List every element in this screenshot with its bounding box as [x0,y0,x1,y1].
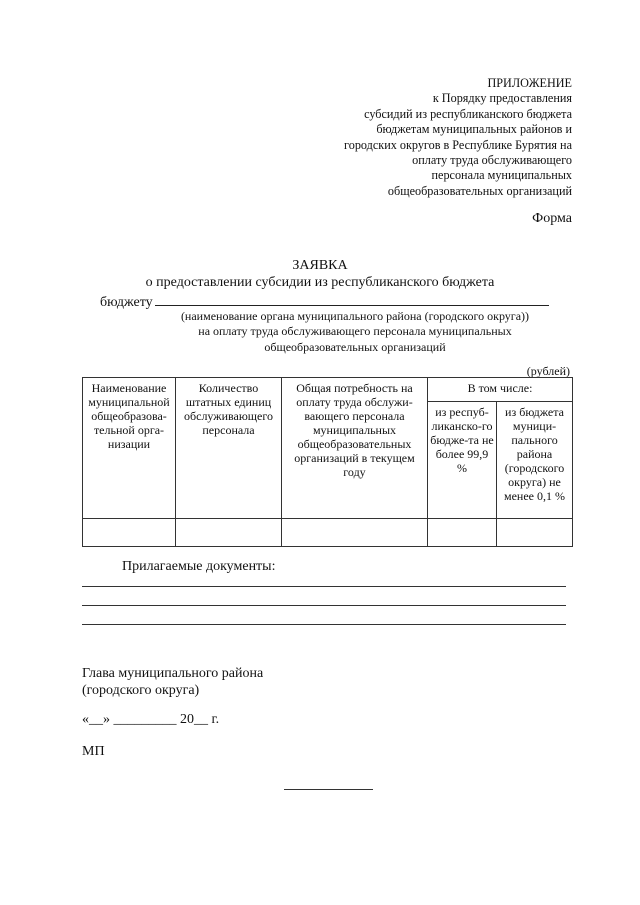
purpose-line: общеобразовательных организаций [264,340,446,354]
cell-republic-budget[interactable] [428,518,497,546]
head-title-sub: (городского округа) [82,683,200,698]
appendix-block [272,76,572,199]
purpose-line: на оплату труда обслуживающего персонала муниципальных [198,324,512,338]
header-staff-count: Количество штатных единиц обслуживающего персонала [176,378,282,519]
appendix-line: ПРИЛОЖЕНИЕ [487,76,572,90]
date-line: «__» _________ 20__ г. [82,712,220,727]
signature-line[interactable] [284,789,373,790]
cell-staff-count[interactable] [176,518,282,546]
appendix-line: субсидий из республиканского бюджета [364,106,572,121]
document-subtitle: о предоставлении субсидии из республиканского бюджета [145,275,495,290]
header-municipal-budget: из бюджета муници-пального района (городского округа) не менее 0,1 % [497,402,573,519]
table-row [83,518,573,546]
attached-documents-line[interactable] [82,624,566,625]
cell-org-name[interactable] [83,518,176,546]
appendix-line: общеобразовательных организаций [387,183,572,198]
header-republic-budget: из респуб-ликанско-го бюдже-та не более 99,9 % [428,402,497,519]
attached-documents-line[interactable] [82,605,566,606]
units-label: (рублей) [526,364,570,378]
budget-prefix: бюджету [100,295,153,310]
head-title: Глава муниципального района [82,666,264,681]
form-label: Форма [532,211,572,226]
appendix-line: к Порядку предоставления [432,91,572,106]
header-including: В том числе: [428,378,573,402]
appendix-line: оплату труда обслуживающего [412,153,572,168]
cell-total-need[interactable] [282,518,428,546]
header-org-name: Наименование муниципальной общеобразова-тельной орга-низации [83,378,176,519]
attached-documents-label: Прилагаемые документы: [122,559,276,574]
appendix-line: персонала муниципальных [431,168,572,183]
request-table [82,377,573,547]
document-title: ЗАЯВКА [292,258,348,273]
cell-municipal-budget[interactable] [497,518,573,546]
appendix-line: бюджетам муниципальных районов и [376,122,572,137]
budget-name-field[interactable] [155,293,549,306]
budget-caption: (наименование органа муниципального района (городского округа)) [180,309,530,323]
stamp-label: МП [82,744,105,759]
header-total-need: Общая потребность на оплату труда обслужи-вающего персонала муниципальных общеобразовательных организаций в текущем году [282,378,428,519]
appendix-line: городских округов в Республике Бурятия на [344,137,572,152]
attached-documents-line[interactable] [82,586,566,587]
